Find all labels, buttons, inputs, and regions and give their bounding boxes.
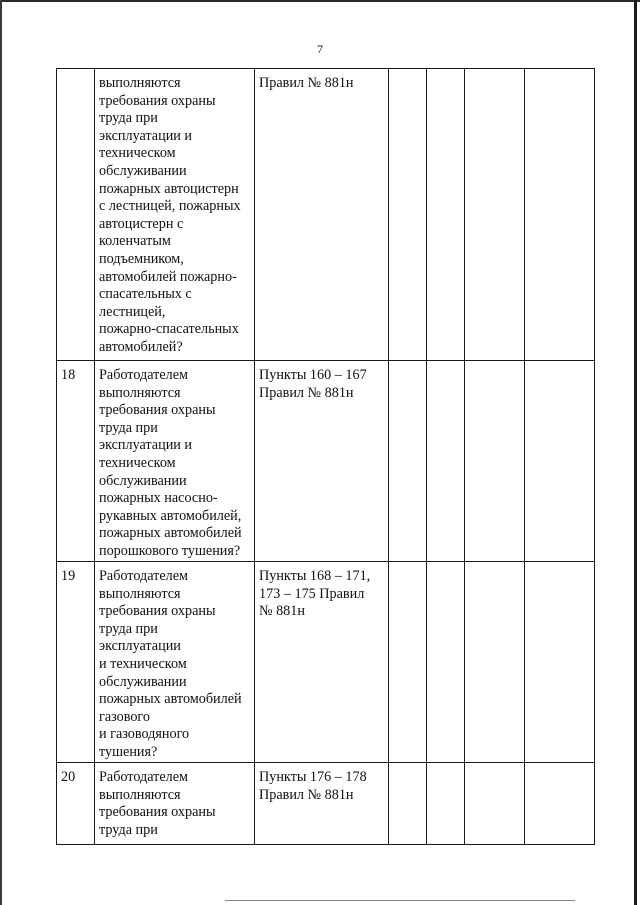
scan-edge-bottom <box>225 900 575 901</box>
scan-edge-right <box>634 0 637 905</box>
notes-cell <box>525 361 595 562</box>
answer-yes-cell <box>389 69 427 361</box>
row-number: 19 <box>57 562 95 763</box>
reference-cell: Правил № 881н <box>255 69 389 361</box>
answer-not-required-cell <box>465 361 525 562</box>
answer-not-required-cell <box>465 763 525 845</box>
answer-yes-cell <box>389 763 427 845</box>
row-number: 20 <box>57 763 95 845</box>
table-row <box>57 562 595 763</box>
question-cell: Работодателем выполняются требования охраны труда при эксплуатации и техническом обслуживании пожарных автомобилей газового и газоводяного тушения? <box>95 562 255 763</box>
question-cell: Работодателем выполняются требования охраны труда при эксплуатации и техническом обслуживании пожарных насосно- рукавных автомобилей, пожарных автомобилей порошкового тушения? <box>95 361 255 562</box>
table-row <box>57 361 595 562</box>
table-row <box>57 763 595 845</box>
answer-yes-cell <box>389 562 427 763</box>
answer-no-cell <box>427 763 465 845</box>
notes-cell <box>525 763 595 845</box>
question-cell: Работодателем выполняются требования охраны труда при <box>95 763 255 845</box>
question-cell: выполняются требования охраны труда при эксплуатации и техническом обслуживании пожарных автоцистерн с лестницей, пожарных автоцистерн с коленчатым подъемником, автомобилей пожарно- спасательных с лестницей, пожарно-спасательных автомобилей? <box>95 69 255 361</box>
checklist-table <box>56 68 595 845</box>
answer-no-cell <box>427 69 465 361</box>
row-number <box>57 69 95 361</box>
answer-yes-cell <box>389 361 427 562</box>
answer-not-required-cell <box>465 562 525 763</box>
reference-cell: Пункты 168 – 171, 173 – 175 Правил № 881н <box>255 562 389 763</box>
answer-not-required-cell <box>465 69 525 361</box>
page-number: 7 <box>317 42 323 56</box>
row-number: 18 <box>57 361 95 562</box>
answer-no-cell <box>427 562 465 763</box>
scan-edge-left <box>0 0 2 905</box>
notes-cell <box>525 562 595 763</box>
reference-cell: Пункты 160 – 167 Правил № 881н <box>255 361 389 562</box>
scan-edge-top <box>0 0 640 2</box>
answer-no-cell <box>427 361 465 562</box>
notes-cell <box>525 69 595 361</box>
reference-cell: Пункты 176 – 178 Правил № 881н <box>255 763 389 845</box>
table-row <box>57 69 595 361</box>
